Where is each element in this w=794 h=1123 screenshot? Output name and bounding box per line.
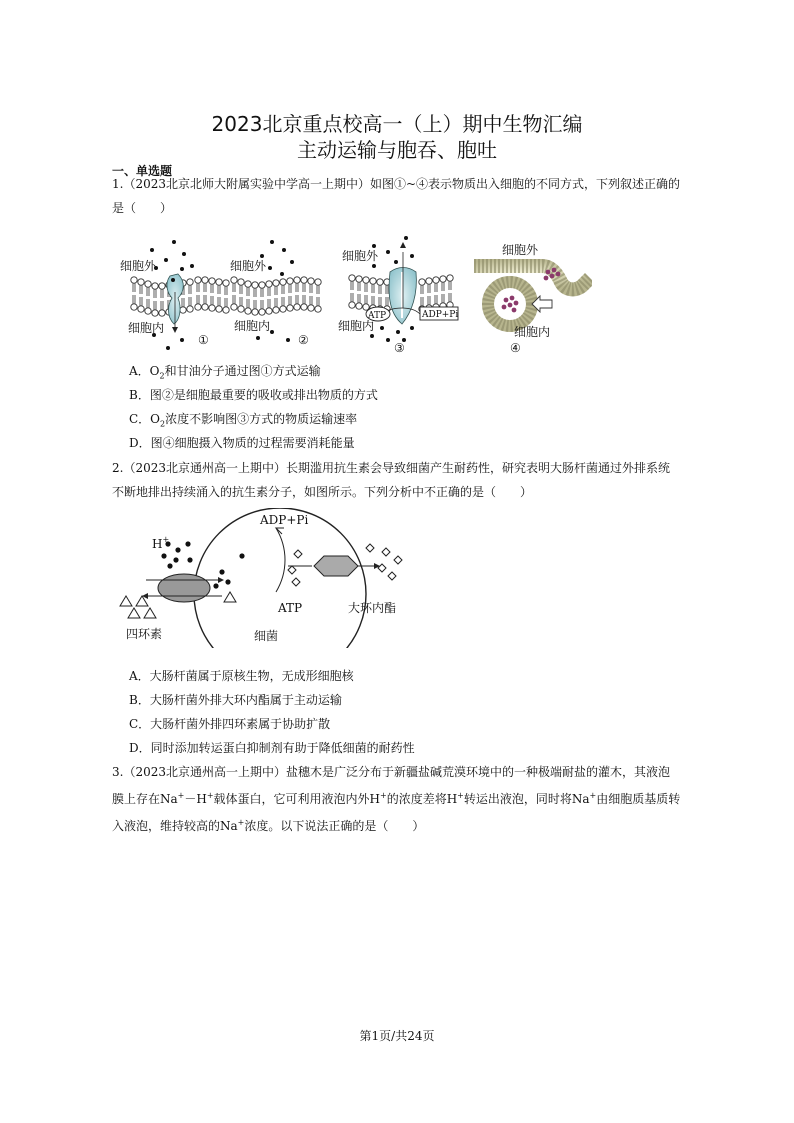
macrolide-label: 大环内酯: [348, 601, 397, 615]
panel-2-number: ②: [298, 333, 309, 347]
panel-4-number: ④: [510, 341, 521, 355]
panel-3-atp-label: ATP: [368, 311, 387, 321]
question-1-line1: 1.（2023北京北师大附属实验中学高一上期中）如图①~④表示物质出入细胞的不同方式，下列叙述正确的: [112, 177, 681, 191]
question-3-line3: 入液泡，维持较高的Na+浓度。以下说法正确的是（ ）: [112, 818, 425, 833]
panel-4-endocytosis: [474, 266, 590, 326]
panel-3-outside-label: 细胞外: [342, 249, 379, 263]
figure-membrane-transport: [112, 232, 592, 360]
q2-option-d[interactable]: D．同时添加转运蛋白抑制剂有助于降低细菌的耐药性: [129, 741, 415, 755]
q2-option-c[interactable]: C．大肠杆菌外排四环素属于协助扩散: [129, 717, 331, 731]
panel-3-adp-label: ADP+Pi: [422, 310, 459, 320]
question-2-line2: 不断地排出持续涌入的抗生素分子，如图所示。下列分析中不正确的是（ ）: [112, 485, 533, 499]
h-plus-label: H+: [152, 535, 170, 551]
question-3-stem: [112, 760, 692, 838]
q1-option-d[interactable]: D．图④细胞摄入物质的过程需要消耗能量: [129, 436, 355, 450]
figure-efflux-system: [112, 508, 432, 648]
document-title: 2023北京重点校高一（上）期中生物汇编: [211, 112, 583, 136]
tetracycline-label: 四环素: [126, 627, 163, 641]
question-2-stem: [112, 456, 692, 504]
question-2-line1: 2.（2023北京通州高一上期中）长期滥用抗生素会导致细菌产生耐药性，研究表明大肠杆菌通过外排系统: [112, 461, 670, 475]
q1-option-b[interactable]: B．图②是细胞最重要的吸收或排出物质的方式: [129, 388, 378, 402]
document-subtitle: 主动运输与胞吞、胞吐: [297, 138, 497, 162]
panel-4-inside-label: 细胞内: [514, 325, 551, 339]
question-1-line2: 是（ ）: [112, 201, 173, 215]
q2-option-b[interactable]: B．大肠杆菌外排大环内酯属于主动运输: [129, 693, 342, 707]
question-1-stem: [112, 172, 692, 220]
adp-label: ADP+Pi: [260, 513, 309, 527]
question-3-line1: 3.（2023北京通州高一上期中）盐穗木是广泛分布于新疆盐碱荒漠环境中的一种极端耐盐的灌木，其液泡: [112, 765, 670, 779]
q2-option-a[interactable]: A．大肠杆菌属于原核生物，无成形细胞核: [129, 669, 354, 683]
panel-1-number: ①: [198, 333, 209, 347]
panel-1-inside-label: 细胞内: [128, 321, 165, 335]
panel-2-outside-label: 细胞外: [230, 259, 267, 273]
page-footer: 第1页/共24页: [359, 1029, 435, 1043]
panel-1-outside-label: 细胞外: [120, 259, 157, 273]
question-3-line2: 膜上存在Na+－H+载体蛋白，它可利用液泡内外H+的浓度差将H+转运出液泡，同时将Na+由细胞质基质转: [112, 791, 681, 806]
atp-label: ATP: [278, 601, 303, 615]
panel-4-outside-label: 细胞外: [502, 243, 539, 257]
panel-3-number: ③: [394, 341, 405, 355]
q1-option-a[interactable]: A．$O_2$和甘油分子通过图①方式运输: [129, 364, 321, 381]
panel-2-inside-label: 细胞内: [234, 319, 271, 333]
panel-3-inside-label: 细胞内: [338, 319, 375, 333]
q1-option-c[interactable]: C．$O_2$浓度不影响图③方式的物质运输速率: [129, 412, 358, 429]
section-heading: 一、单选题: [112, 164, 173, 178]
macrolide-pump-hexagon: [314, 556, 358, 576]
bacterium-label: 细菌: [254, 629, 279, 643]
efflux-pump-ellipse: [158, 574, 210, 602]
